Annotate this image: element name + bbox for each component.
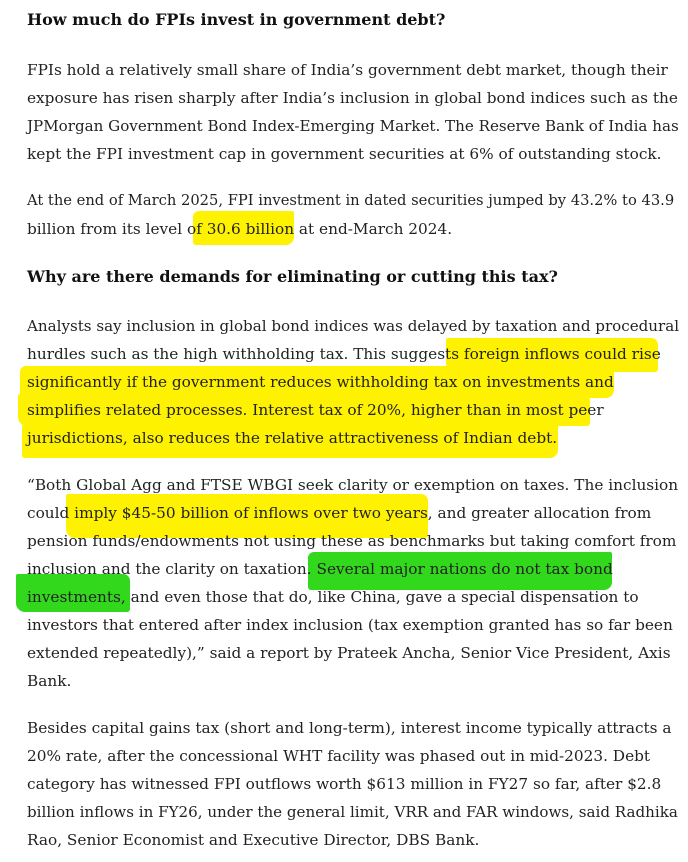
section-heading-fpi: How much do FPIs invest in government debt? [27,10,446,29]
para-march-line-2: billion from its level of 30.6 billion at end-March 2024. [27,220,453,238]
para-analysts-line-5: jurisdictions, also reduces the relative attractiveness of Indian debt. [27,429,558,447]
para-analysts-line-4: simplifies related processes. Interest tax of 20%, higher than in most peer [27,401,604,419]
para-march-line-1: At the end of March 2025, FPI investment in dated securities jumped by 43.2% to 43.9 [27,192,675,209]
para-quote-line-8: Bank. [27,672,72,690]
para-capital-gains-line-1: Besides capital gains tax (short and long-term), interest income typically attracts a [27,719,672,737]
para-capital-gains-line-5: Rao, Senior Economist and Executive Director, DBS Bank. [27,831,480,849]
para-fpi-share-line-2: exposure has risen sharply after India’s inclusion in global bond indices such as the [27,89,678,107]
para-capital-gains-line-4: billion inflows in FY26, under the general limit, VRR and FAR windows, said Radhika [27,803,678,821]
para-fpi-share-line-1: FPIs hold a relatively small share of India’s government debt market, though their [27,61,668,79]
section-heading-tax: Why are there demands for eliminating or cutting this tax? [27,267,558,286]
para-quote-line-3: pension funds/endowments not using these as benchmarks but taking comfort from [27,532,677,550]
para-analysts-line-2: hurdles such as the high withholding tax. This suggests foreign inflows could rise [27,345,661,363]
para-fpi-share-line-4: kept the FPI investment cap in government securities at 6% of outstanding stock. [27,145,662,163]
para-quote-line-1: “Both Global Agg and FTSE WBGI seek clarity or exemption on taxes. The inclusion [27,476,679,494]
para-quote-line-4: inclusion and the clarity on taxation. Several major nations do not tax bond [27,560,613,578]
para-quote-line-7: extended repeatedly),” said a report by Prateek Ancha, Senior Vice President, Axis [27,644,671,662]
para-analysts-line-1: Analysts say inclusion in global bond indices was delayed by taxation and procedural [27,317,680,335]
para-analysts-line-3: significantly if the government reduces withholding tax on investments and [27,373,614,391]
para-quote-line-6: investors that entered after index inclusion (tax exemption granted has so far been [27,616,673,634]
para-fpi-share-line-3: JPMorgan Government Bond Index-Emerging Market. The Reserve Bank of India has [27,117,679,135]
para-capital-gains-line-2: 20% rate, after the concessional WHT facility was phased out in mid-2023. Debt [27,747,651,765]
para-quote-line-5: investments, and even those that do, like China, gave a special dispensation to [27,588,639,606]
para-capital-gains-line-3: category has witnessed FPI outflows worth $613 million in FY27 so far, after $2.8 [27,775,662,793]
para-quote-line-2: could imply $45-50 billion of inflows over two years, and greater allocation from [27,504,652,522]
